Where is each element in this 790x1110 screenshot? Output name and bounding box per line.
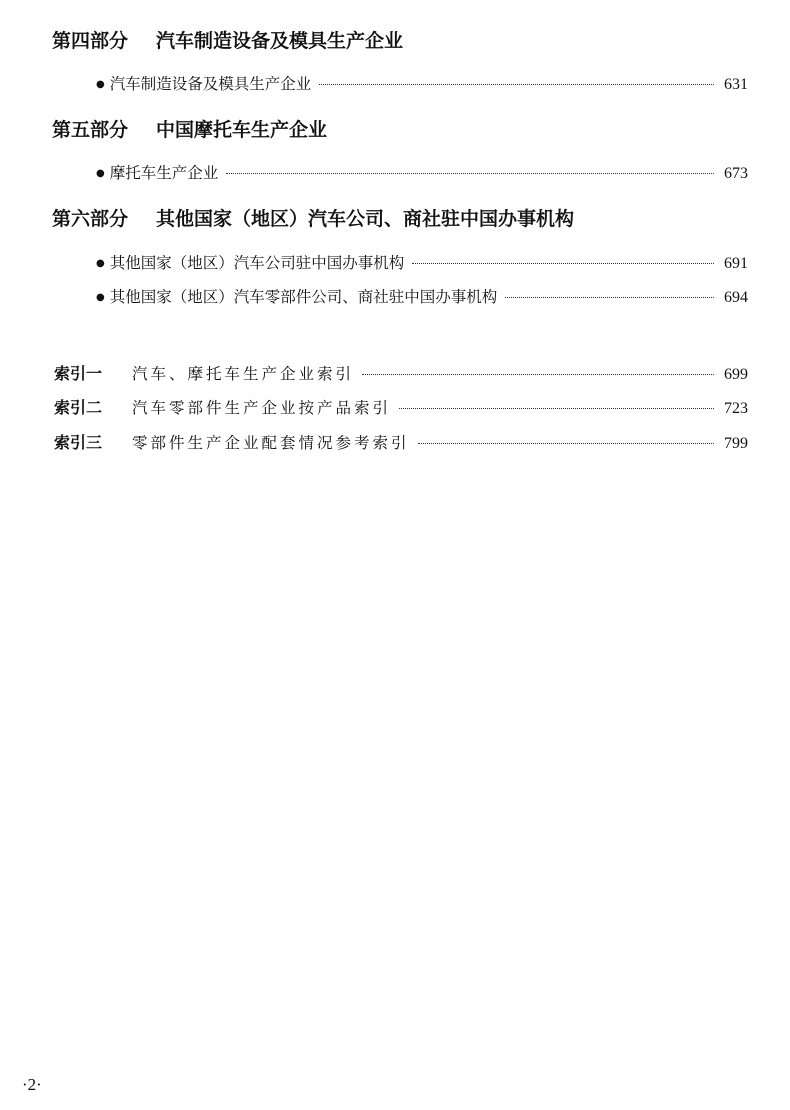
entry-title: 其他国家（地区）汽车公司驻中国办事机构 (109, 254, 405, 272)
part-label: 第六部分 (52, 208, 129, 230)
entry-title: 摩托车生产企业 (109, 164, 219, 182)
entry-title: 汽车制造设备及模具生产企业 (109, 75, 312, 93)
section-heading-part-6 (52, 207, 574, 231)
index-page-number: 799 (724, 435, 748, 452)
bullet-icon: ● (96, 168, 105, 179)
dot-leader (319, 84, 714, 85)
index-page-number: 699 (724, 366, 748, 383)
section-heading-part-5 (52, 118, 327, 142)
dot-leader (399, 408, 714, 409)
index-label: 索引一 (54, 364, 103, 383)
index-entry[interactable] (54, 364, 748, 385)
section-title: 其他国家（地区）汽车公司、商社驻中国办事机构 (156, 208, 575, 230)
index-label: 索引二 (54, 398, 103, 417)
dot-leader (226, 173, 714, 174)
part-label: 第四部分 (52, 30, 129, 52)
index-title: 汽车零部件生产企业按产品索引 (132, 399, 392, 417)
index-label: 索引三 (54, 433, 103, 452)
bullet-icon: ● (96, 79, 105, 90)
index-title: 零部件生产企业配套情况参考索引 (132, 434, 410, 452)
entry-title: 其他国家（地区）汽车零部件公司、商社驻中国办事机构 (109, 288, 498, 306)
index-page-number: 723 (724, 400, 748, 417)
dot-leader (505, 297, 714, 298)
section-title: 汽车制造设备及模具生产企业 (156, 30, 404, 52)
bullet-icon: ● (96, 292, 105, 303)
dot-leader (418, 443, 714, 444)
entry-page-number: 673 (724, 165, 748, 182)
toc-entry[interactable] (96, 74, 748, 97)
section-heading-part-4 (52, 29, 403, 53)
index-entry[interactable] (54, 433, 748, 454)
dot-leader (362, 374, 714, 375)
index-title: 汽车、摩托车生产企业索引 (132, 365, 355, 383)
entry-page-number: 694 (724, 289, 748, 306)
part-label: 第五部分 (52, 119, 129, 141)
toc-entry[interactable] (96, 287, 748, 310)
dot-leader (412, 263, 714, 264)
toc-entry[interactable] (96, 253, 748, 276)
page-number-footer: ·2· (22, 1075, 42, 1094)
section-title: 中国摩托车生产企业 (156, 119, 328, 141)
toc-entry[interactable] (96, 163, 748, 186)
entry-page-number: 631 (724, 76, 748, 93)
index-entry[interactable] (54, 398, 748, 419)
bullet-icon: ● (96, 258, 105, 269)
entry-page-number: 691 (724, 255, 748, 272)
